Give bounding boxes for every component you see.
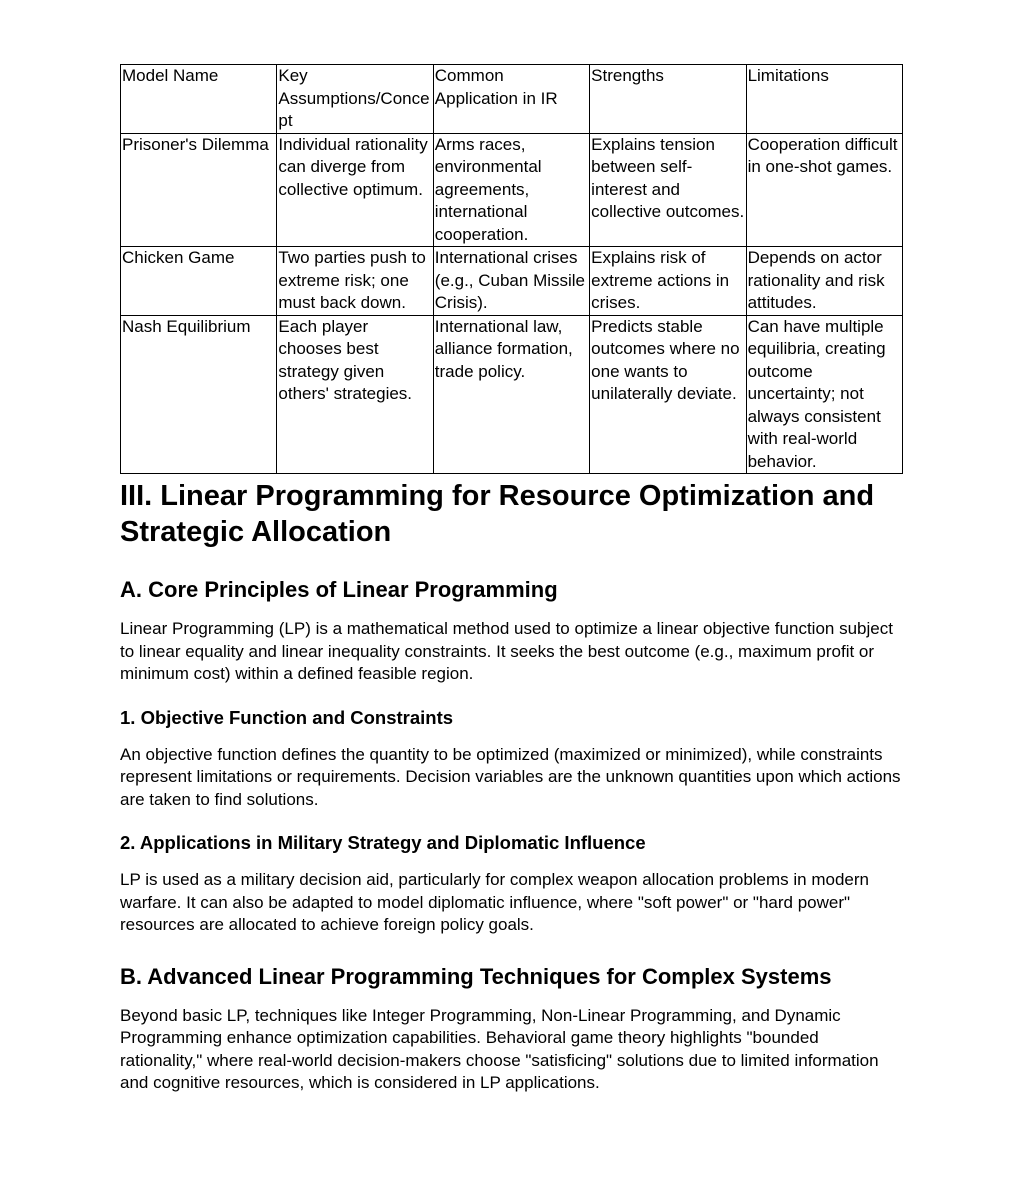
item2-title: 2. Applications in Military Strategy and Diplomatic Influence xyxy=(120,832,646,853)
header-cell: Strengths xyxy=(590,65,746,134)
table-cell: International law, alliance formation, trade policy. xyxy=(433,315,589,474)
subsection-b-title: B. Advanced Linear Programming Techniques for Complex Systems xyxy=(120,963,832,989)
table-cell: Can have multiple equilibria, creating outcome uncertainty; not always consistent with real-world behavior. xyxy=(746,315,902,474)
header-cell: Key Assumptions/Concept xyxy=(277,65,433,134)
table-header-row xyxy=(121,65,903,134)
item1-text: An objective function defines the quantity to be optimized (maximized or minimized), while constraints represent limitations or requirements. Decision variables are the unknown quantities upon which actions are taken to find solutions. xyxy=(120,744,901,809)
header-cell: Limitations xyxy=(746,65,902,134)
subsection-a-intro: Linear Programming (LP) is a mathematical method used to optimize a linear objective function subject to linear equality and linear inequality constraints. It seeks the best outcome (e.g., maximum profit or minimum cost) within a defined feasible region. xyxy=(120,619,893,683)
table-row xyxy=(121,315,903,474)
table-cell: Predicts stable outcomes where no one wants to unilaterally deviate. xyxy=(590,315,746,474)
table-row xyxy=(121,133,903,247)
header-cell: Model Name xyxy=(121,65,277,134)
table-cell: Nash Equilibrium xyxy=(121,315,277,474)
table-cell: International crises (e.g., Cuban Missile Crisis). xyxy=(433,247,589,316)
document-page xyxy=(120,64,902,1095)
table-cell: Two parties push to extreme risk; one must back down. xyxy=(277,247,433,316)
game-models-table xyxy=(120,64,903,474)
header-cell: Common Application in IR xyxy=(433,65,589,134)
table-cell: Cooperation difficult in one-shot games. xyxy=(746,133,902,247)
item2-text: LP is used as a military decision aid, particularly for complex weapon allocation problems in modern warfare. It can also be adapted to model diplomatic influence, where "soft power" or "hard power" resources are allocated to achieve foreign policy goals. xyxy=(120,870,869,934)
table-cell: Chicken Game xyxy=(121,247,277,316)
subsection-a-title: A. Core Principles of Linear Programming xyxy=(120,577,558,602)
table-cell: Depends on actor rationality and risk attitudes. xyxy=(746,247,902,316)
table-cell: Each player chooses best strategy given others' strategies. xyxy=(277,315,433,474)
table-cell: Prisoner's Dilemma xyxy=(121,133,277,247)
table-cell: Individual rationality can diverge from collective optimum. xyxy=(277,133,433,247)
table-cell: Arms races, environmental agreements, international cooperation. xyxy=(433,133,589,247)
table-row xyxy=(121,247,903,316)
item1-title: 1. Objective Function and Constraints xyxy=(120,706,454,728)
subsection-b-text: Beyond basic LP, techniques like Integer Programming, Non-Linear Programming, and Dynamic Programming enhance optimization capabilities. Behavioral game theory highlights "bounded rationality," where real-world decision-makers choose "satisficing" solutions due to limited information and cognitive resources, which is considered in LP applications. xyxy=(120,1005,879,1092)
table-cell: Explains risk of extreme actions in crises. xyxy=(590,247,746,316)
table-cell: Explains tension between self-interest and collective outcomes. xyxy=(590,133,746,247)
section-title: III. Linear Programming for Resource Optimization and Strategic Allocation xyxy=(120,480,875,548)
